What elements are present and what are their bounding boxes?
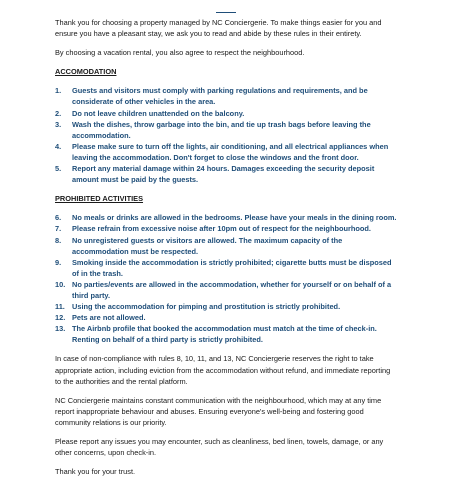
prohibited-rules-list: [55, 212, 397, 345]
document-body: [55, 17, 397, 477]
closing-report-issues: Please report any issues you may encounter, such as cleanliness, bed linen, towels, damage, or any other concerns, upon check-in.: [55, 437, 384, 458]
closing-communication: NC Conciergerie maintains constant communication with the neighbourhood, which may at any time report inappropriate behaviour and abuses. Ensuring everyone's well-being and fostering good community relations is our priority.: [55, 395, 382, 427]
rule-item: 4. Please make sure to turn off the lights, air conditioning, and all electrical appliances when leaving the accommodation. Don't forget to close the windows and the front door.: [55, 141, 389, 162]
rule-item: 9. Smoking inside the accommodation is strictly prohibited; cigarette butts must be disposed of in the trash.: [55, 257, 392, 278]
title-underline: [216, 12, 236, 13]
rule-item: 8. No unregistered guests or visitors are allowed. The maximum capacity of the accommodation must be respected.: [55, 235, 343, 256]
rule-item: 1. Guests and visitors must comply with parking regulations and requirements, and be considerate of other vehicles in the area.: [55, 86, 368, 107]
rule-item: 2. Do not leave children unattended on the balcony.: [55, 108, 245, 118]
rule-item: 13. The Airbnb profile that booked the accommodation must match at the time of check-in. Renting on behalf of a third party is strictly prohibited.: [55, 324, 377, 345]
intro-paragraph: Thank you for choosing a property managed by NC Conciergerie. To make things easier for you and ensure you have a pleasant stay, we ask you to read and abide by these rules in their entirety.: [55, 18, 382, 39]
accommodation-rules-list: [55, 85, 397, 185]
rule-item: 12. Pets are not allowed.: [55, 313, 146, 323]
section-accommodation-heading: ACCOMODATION: [55, 67, 117, 77]
document-title: [0, 0, 450, 1]
rule-item: 10. No parties/events are allowed in the accommodation, whether for yourself or on behalf of a third party.: [55, 279, 392, 300]
closing-thanks: Thank you for your trust.: [55, 467, 136, 477]
rule-item: 7. Please refrain from excessive noise after 10pm out of respect for the neighbourhood.: [55, 224, 371, 234]
closing-noncompliance: In case of non-compliance with rules 8, 10, 11, and 13, NC Conciergerie reserves the right to take appropriate action, including eviction from the accommodation without refund, and immediate reporting to the authorities and the rental platform.: [55, 354, 391, 386]
section-prohibited-heading: PROHIBITED ACTIVITIES: [55, 194, 144, 204]
rule-item: 5. Report any material damage within 24 hours. Damages exceeding the security deposit amount must be paid by the guests.: [55, 164, 375, 185]
rule-item: 11. Using the accommodation for pimping and prostitution is strictly prohibited.: [55, 302, 341, 312]
intro-neighbourhood: By choosing a vacation rental, you also agree to respect the neighbourhood.: [55, 48, 305, 58]
rule-item: 6. No meals or drinks are allowed in the bedrooms. Please have your meals in the dining room.: [55, 213, 397, 223]
rule-item: 3. Wash the dishes, throw garbage into the bin, and tie up trash bags before leaving the accommodation.: [55, 119, 371, 140]
